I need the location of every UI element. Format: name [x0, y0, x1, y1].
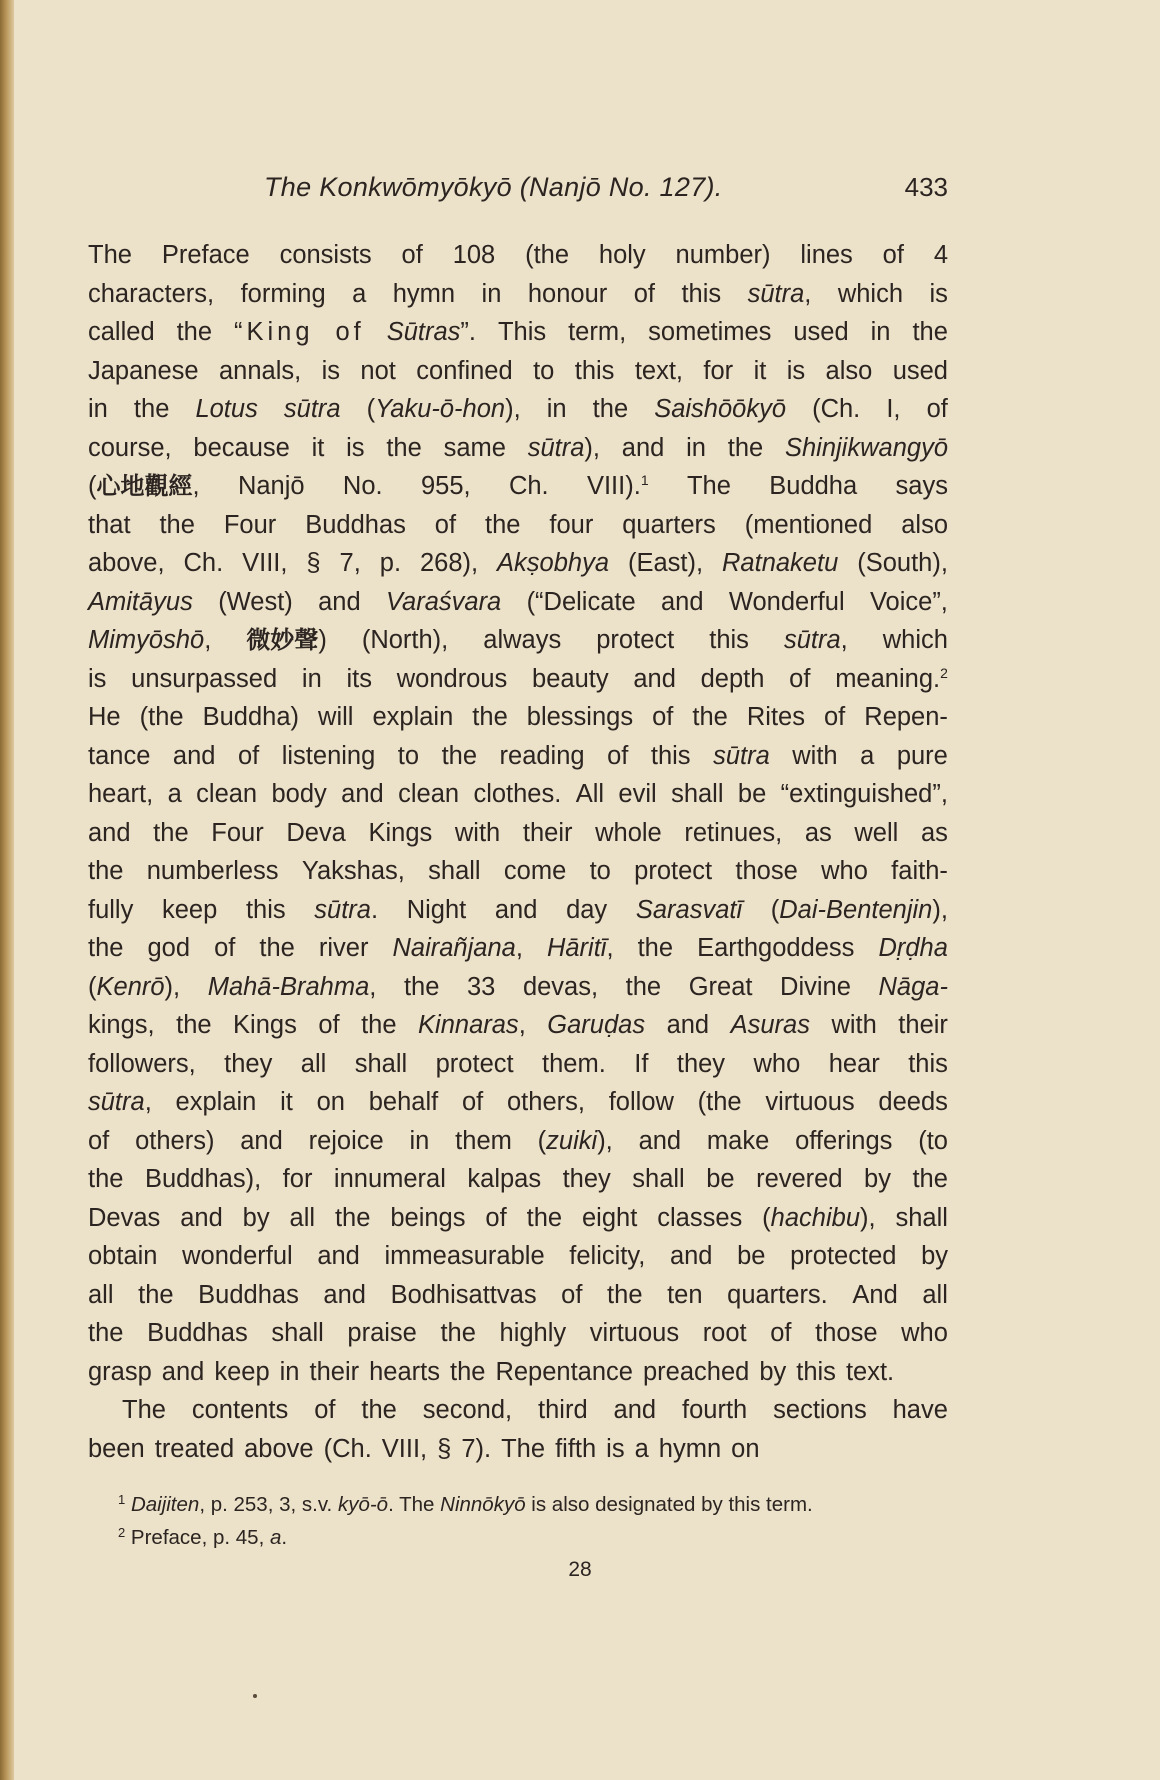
text-line: that the Four Buddhas of the four quarters (mentioned also	[88, 510, 948, 539]
text-line: The contents of the second, third and fourth sections have	[122, 1396, 948, 1424]
page-number: 433	[904, 172, 948, 202]
running-title: The Konkwōmyōkyō (Nanjō No. 127).	[264, 172, 723, 202]
text-line: Japanese annals, is not confined to this text, for it is also used	[88, 356, 948, 385]
text-line: heart, a clean body and clean clothes. All evil shall be “extinguished”,	[88, 780, 948, 808]
text-line: the Buddhas), for innumeral kalpas they shall be revered by the	[88, 1165, 948, 1193]
text-line: all the Buddhas and Bodhisattvas of the ten quarters. And all	[88, 1280, 948, 1309]
text-line: Amitāyus (West) and Varaśvara (“Delicate and Wonderful Voice”,	[88, 587, 948, 616]
text-line: kings, the Kings of the Kinnaras, Garuḍas and Asuras with their	[88, 1011, 948, 1039]
text-line: obtain wonderful and immeasurable felicity, and be protected by	[88, 1242, 948, 1270]
text-line: (心地觀經, Nanjō No. 955, Ch. VIII).$^1$ The Buddha says	[88, 472, 948, 500]
text-line: He (the Buddha) will explain the blessings of the Rites of Repen-	[88, 703, 948, 731]
text-line: course, because it is the same sūtra), and in the Shinjikwangyō	[88, 433, 948, 462]
text-line: tance and of listening to the reading of this sūtra with a pure	[88, 741, 948, 770]
page-header	[88, 172, 948, 208]
text-line: Devas and by all the beings of the eight classes (hachibu), shall	[88, 1203, 948, 1232]
text-line: of others) and rejoice in them (zuiki), and make offerings (to	[88, 1126, 948, 1155]
text-line: the Buddhas shall praise the highly virtuous root of those who	[88, 1319, 948, 1347]
text-line: fully keep this sūtra. Night and day Sarasvatī (Dai-Bentenjin),	[88, 895, 948, 924]
text-line: in the Lotus sūtra (Yaku-ō-hon), in the Saishōōkyō (Ch. I, of	[88, 395, 948, 423]
footnote: $^1$ Daijiten, p. 253, 3, s.v. kyō-ō. The Ninnōkyō is also designated by this term.	[118, 1492, 813, 1516]
text-line: grasp and keep in their hearts the Repentance preached by this text.	[88, 1357, 895, 1386]
text-line: The Preface consists of 108 (the holy number) lines of 4	[88, 241, 948, 269]
text-line: above, Ch. VIII, § 7, p. 268), Akṣobhya (East), Ratnaketu (South),	[88, 549, 948, 577]
text-line: called the “King of Sūtras”. This term, sometimes used in the	[88, 318, 948, 346]
text-line: is unsurpassed in its wondrous beauty and depth of meaning.$^2$	[88, 664, 948, 693]
text-line: sūtra, explain it on behalf of others, follow (the virtuous deeds	[88, 1088, 948, 1116]
text-line: the numberless Yakshas, shall come to protect those who faith-	[88, 857, 948, 885]
text-line: characters, forming a hymn in honour of this sūtra, which is	[88, 279, 948, 308]
text-line: the god of the river Nairañjana, Hāritī, the Earthgoddess Dṛḍha	[88, 934, 948, 962]
footnotes	[118, 1488, 958, 1554]
signature-mark: 28	[568, 1558, 592, 1581]
text-line: Mimyōshō, 微妙聲) (North), always protect this sūtra, which	[88, 626, 948, 654]
footnote: $^2$ Preface, p. 45, a.	[118, 1525, 288, 1549]
main-text	[88, 236, 948, 1468]
text-line: (Kenrō), Mahā-Brahma, the 33 devas, the Great Divine Nāga-	[88, 972, 948, 1001]
text-line: and the Four Deva Kings with their whole retinues, as well as	[88, 818, 948, 847]
book-spine-edge	[0, 0, 14, 1780]
text-line: been treated above (Ch. VIII, § 7). The fifth is a hymn on	[88, 1434, 760, 1463]
text-line: followers, they all shall protect them. If they who hear this	[88, 1049, 948, 1078]
print-speck	[253, 1694, 257, 1698]
